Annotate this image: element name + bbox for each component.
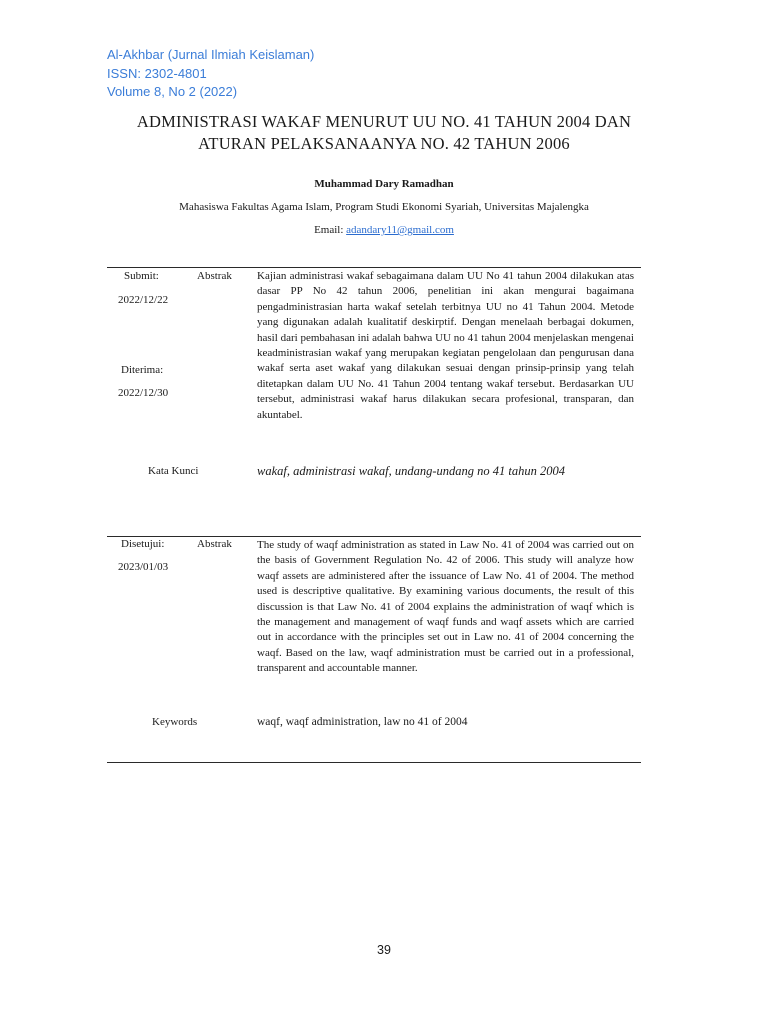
journal-header xyxy=(107,46,314,102)
submit-label: Submit: xyxy=(124,270,159,282)
author-affiliation: Mahasiswa Fakultas Agama Islam, Program Studi Ekonomi Syariah, Universitas Majalengka xyxy=(179,201,589,213)
abstrak-label-english: Abstrak xyxy=(197,538,232,550)
title-line-2: ATURAN PELAKSANAANYA NO. 42 TAHUN 2006 xyxy=(198,134,570,153)
top-rule-english xyxy=(107,536,641,537)
page-number: 39 xyxy=(377,943,391,957)
email-link[interactable]: adandary11@gmail.com xyxy=(346,224,454,236)
author-name: Muhammad Dary Ramadhan xyxy=(314,178,454,190)
keywords-label-english: Keywords xyxy=(152,716,198,728)
title-line-1: ADMINISTRASI WAKAF MENURUT UU NO. 41 TAHUN 2004 DAN xyxy=(136,112,632,131)
keywords-indonesian: wakaf, administrasi wakaf, undang-undang no 41 tahun 2004 xyxy=(257,464,565,478)
keywords-english: waqf, waqf administration, law no 41 of 2004 xyxy=(257,716,468,728)
keywords-label-indonesian: Kata Kunci xyxy=(148,465,199,477)
journal-issn: ISSN: 2302-4801 xyxy=(107,65,207,81)
journal-volume: Volume 8, No 2 (2022) xyxy=(107,84,238,99)
approved-date: 2023/01/03 xyxy=(118,561,169,573)
approved-label: Disetujui: xyxy=(121,538,165,550)
journal-name: Al-Akhbar (Jurnal Ilmiah Keislaman) xyxy=(107,47,315,62)
article-title xyxy=(100,111,668,155)
abstract-indonesian: Kajian administrasi wakaf sebagaimana dalam UU No 41 tahun 2004 dilakukan atas dasar PP No 42 tahun 2006, penelitian ini akan mengurai bagaimana pengadministrasian harta wakaf setelah terbitnya UU no 41 Tahun 2004. Metode yang digunakan adalah kualitatif deskirptif. Dengan menelaah berbagai dokumen, hasil dari pembahasan ini adalah bahwa UU no 41 tahun 2004 menjelaskan mengenai keadministrasian wakaf yang merupakan kegiatan pengelolaan dan pengurusan dana wakaf serta aset wakaf yang dilakukan sesuai dengan prinsip-prinsip yang telah ditetapkan dalam UU No. 41 Tahun 2004 tentang wakaf tersebut. Berdasarkan UU tersebut, administrasi wakaf harus dilakukan secara profesional, transparan, dan akuntabel. xyxy=(257,270,634,421)
top-rule-indonesian xyxy=(107,267,641,268)
abstrak-label-indonesian: Abstrak xyxy=(197,270,232,282)
accepted-date: 2022/12/30 xyxy=(118,387,169,399)
bottom-rule xyxy=(107,762,641,763)
submit-date: 2022/12/22 xyxy=(118,294,169,306)
author-email xyxy=(0,224,768,236)
email-label: Email: xyxy=(314,224,347,236)
abstract-english: The study of waqf administration as stated in Law No. 41 of 2004 was carried out on the basis of Government Regulation No. 42 of 2006. This study will analyze how waqf assets are administered after the issuance of Law No. 41 of 2004. The method used is descriptive qualitative. By examining various documents, the result of this discussion is that Law No. 41 of 2004 explains the administration of waqf which is the management and management of waqf funds and waqf assets which are carried out in accordance with the principles set out in Law no. 41 of 2004 concerning the waqf. Based on the law, waqf administration must be carried out in a professional, transparent and accountable manner. xyxy=(257,539,634,675)
accepted-label: Diterima: xyxy=(121,364,164,376)
